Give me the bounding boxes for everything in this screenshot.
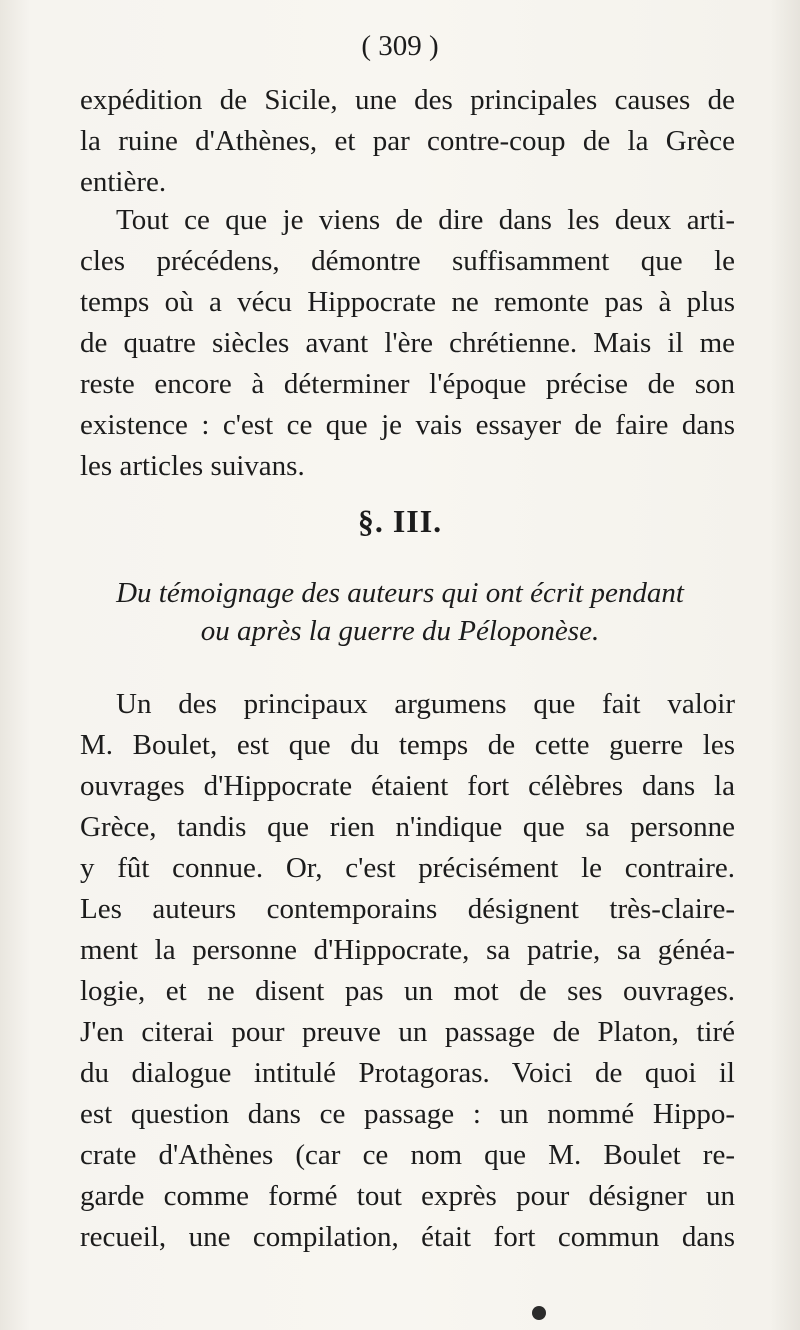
text-line: crate d'Athènes (car ce nom que M. Boulet re- bbox=[80, 1139, 735, 1171]
text-line: J'en citerai pour preuve un passage de Platon, tiré bbox=[80, 1016, 735, 1048]
text-line: garde comme formé tout exprès pour désigner un bbox=[80, 1180, 735, 1212]
page-number: ( 309 ) bbox=[361, 30, 439, 62]
text-line: M. Boulet, est que du temps de cette guerre les bbox=[80, 729, 735, 761]
section-heading: §. III. bbox=[357, 503, 443, 539]
section-subtitle-line: ou après la guerre du Péloponèse. bbox=[200, 615, 600, 647]
text-line: ment la personne d'Hippocrate, sa patrie, sa généa- bbox=[80, 934, 735, 966]
text-line: du dialogue intitulé Protagoras. Voici de quoi il bbox=[80, 1057, 735, 1089]
text-line: Grèce, tandis que rien n'indique que sa personne bbox=[80, 811, 735, 843]
text-line: logie, et ne disent pas un mot de ses ouvrages. bbox=[80, 975, 735, 1007]
ink-spot bbox=[532, 1306, 546, 1320]
text-line: expédition de Sicile, une des principales causes de bbox=[80, 84, 735, 116]
text-line: reste encore à déterminer l'époque précise de son bbox=[80, 368, 735, 400]
text-line: la ruine d'Athènes, et par contre-coup de la Grèce bbox=[80, 125, 735, 157]
text-line: existence : c'est ce que je vais essayer de faire dans bbox=[80, 409, 735, 441]
section-subtitle-line: Du témoignage des auteurs qui ont écrit pendant bbox=[116, 577, 684, 609]
text-line: Les auteurs contemporains désignent très-claire- bbox=[80, 893, 735, 925]
text-line: y fût connue. Or, c'est précisément le contraire. bbox=[80, 852, 735, 884]
text-line: les articles suivans. bbox=[80, 450, 305, 482]
text-line: entière. bbox=[80, 166, 167, 198]
text-line: Un des principaux argumens que fait valoir bbox=[116, 688, 735, 720]
text-line: recueil, une compilation, était fort commun dans bbox=[80, 1221, 735, 1253]
text-line: de quatre siècles avant l'ère chrétienne. Mais il me bbox=[80, 327, 735, 359]
text-line: temps où a vécu Hippocrate ne remonte pas à plus bbox=[80, 286, 735, 318]
text-line: Tout ce que je viens de dire dans les deux arti- bbox=[116, 204, 735, 236]
text-line: ouvrages d'Hippocrate étaient fort célèbres dans la bbox=[80, 770, 735, 802]
text-line: est question dans ce passage : un nommé Hippo- bbox=[80, 1098, 735, 1130]
text-line: cles précédens, démontre suffisamment que le bbox=[80, 245, 735, 277]
